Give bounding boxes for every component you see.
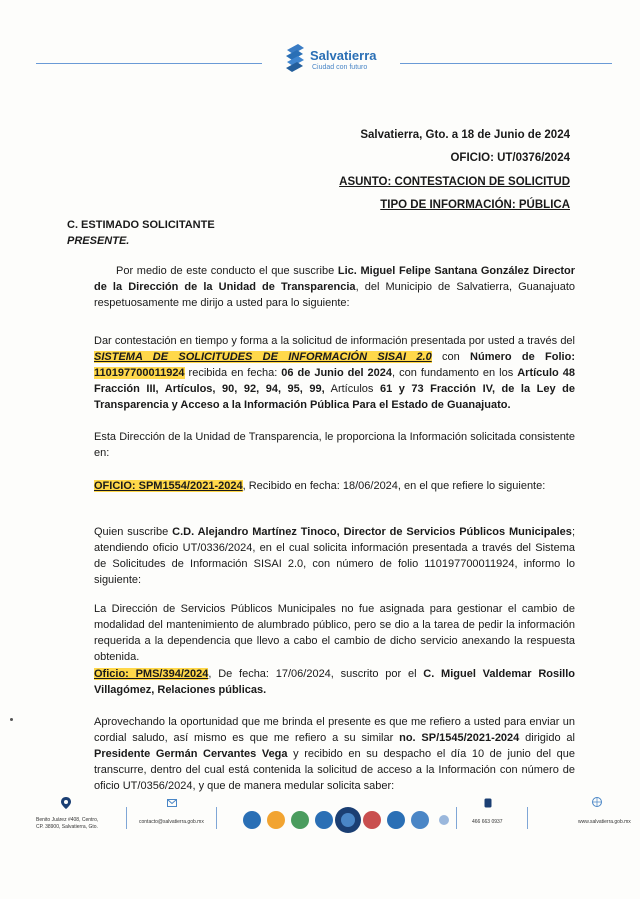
asunto: ASUNTO: CONTESTACION DE SOLICITUD [339,176,570,188]
legal-law: 61 y 73 Fracción IV, de la Ley de Transparencia y Acceso a la Información Pública Para el Estado de Guanajuato. [94,383,575,411]
sisai-system: SISTEMA DE SOLICITUDES DE INFORMACIÓN SISAI 2.0 [94,351,432,363]
logo-name: Salvatierra [310,48,377,63]
text: recibida en fecha: [184,367,282,379]
symbol-icon [363,811,381,829]
text: Aprovechando la oportunidad que me brinda el presente es que me refiero a usted para enviar un cordial saludo, así mismo es que me refiero a su similar [94,716,575,744]
margin-dot [10,718,13,721]
oficio-number: OFICIO: UT/0376/2024 [450,152,570,164]
text: , Recibido en fecha: 18/06/2024, en el que refiere lo siguiente: [242,480,546,492]
symbol-icon [387,811,405,829]
footer-address [36,817,98,831]
relations-name: C. Miguel Valdemar Rosillo Villagómez, Relaciones públicas. [94,668,575,696]
text: con [431,351,471,363]
director-name: C.D. Alejandro Martínez Tinoco, Director de Servicios Públicos Municipales [172,526,572,538]
salutation [67,217,215,249]
logo-icon [282,42,308,78]
text: Artículos [324,383,380,395]
footer-divider [126,807,127,829]
header-rule-left [36,63,262,64]
salutation-present: PRESENTE. [67,235,130,247]
paragraph-greeting [94,714,575,794]
address-line: Benito Juárez #408, Centro, [36,817,99,823]
location-icon [61,797,71,809]
place-date: Salvatierra, Gto. a 18 de Junio de 2024 [360,129,570,141]
symbol-icon [315,811,333,829]
paragraph-oficio-pms [94,666,575,698]
symbol-icon [243,811,261,829]
oficio-pms-reference: Oficio: PMS/394/2024 [94,668,209,680]
text: Quien suscribe [94,526,173,538]
sp-reference: no. SP/1545/2021-2024 [399,732,520,744]
footer-divider [216,807,217,829]
text: , con fundamento en los [392,367,518,379]
logo-tagline: Ciudad con futuro [312,64,368,71]
text: , De fecha: 17/06/2024, suscrito por el [208,668,424,680]
footer-web[interactable]: www.salvatierra.gob.mx [578,819,631,825]
paragraph-oficio [94,478,575,494]
paragraph-services: La Dirección de Servicios Públicos Municipales no fue asignada para gestionar el cambio de modalidad del mantenimiento de alumbrado público, pero se dio a la tarea de pedir la información requerida a la dependencia que llevo a cabo el cambio de dicho servicio anexando la respuesta obtenida. [94,603,575,663]
signer-name: Lic. Miguel Felipe Santana González Director de la Dirección de la Unidad de Transparencia [94,265,575,293]
text: y recibido en su despacho el día 10 de junio del que transcurre, dentro del cual está contenida la solicitud de acceso a la Información con número de oficio UT/0356/2024, y que de manera medular solicita saber: [94,748,575,792]
footer-divider [456,807,457,829]
address-line: CP. 38900, Salvatierra, Gto. [36,824,98,830]
received-date: 06 de Junio del 2024 [281,367,393,379]
text: Dar contestación en tiempo y forma a la solicitud de información presentada por usted a través del [94,335,575,347]
paragraph-director [94,524,575,588]
symbol-icon [411,811,429,829]
paragraph-info: Esta Dirección de la Unidad de Transparencia, le proporciona la Información solicitada consistente en: [94,431,575,459]
folio-label: Número de Folio: [470,351,575,363]
header-rule-right [400,63,612,64]
text: Por medio de este conducto el que suscribe [116,265,338,277]
symbol-icon [267,811,285,829]
mail-icon [167,799,177,807]
president-name: Presidente Germán Cervantes Vega [94,748,288,760]
paragraph-response [94,333,575,413]
web-icon [592,797,602,807]
text: ; atendiendo oficio UT/0336/2024, en el cual solicita información presentada a través del Sistema de Solicitudes de Información SISAI 2.0, con número de folio 110197700011924, informo lo siguiente: [94,526,575,586]
legal-articles: Artículo 48 Fracción III, Artículos, 90, 92, 94, 95, 99, [94,367,576,395]
tipo-informacion: TIPO DE INFORMACIÓN: PÚBLICA [380,199,570,211]
municipal-symbols [240,805,450,835]
folio-number: 110197700011924 [94,367,185,379]
municipal-logo [282,42,392,78]
phone-icon [484,798,492,808]
text: dirigido al [519,732,575,744]
footer-divider [527,807,528,829]
salutation-line: C. ESTIMADO SOLICITANTE [67,219,215,231]
footer-phone[interactable]: 466 663 0937 [472,819,503,825]
symbol-icon [291,811,309,829]
paragraph-intro [94,263,575,311]
footer-email[interactable]: contacto@salvatierra.gob.mx [139,819,204,825]
oficio-reference: OFICIO: SPM1554/2021-2024 [94,480,243,492]
symbol-icon [439,815,449,825]
text: , del Municipio de Salvatierra, Guanajuato respetuosamente me dirijo a usted para lo siguiente: [94,281,576,309]
